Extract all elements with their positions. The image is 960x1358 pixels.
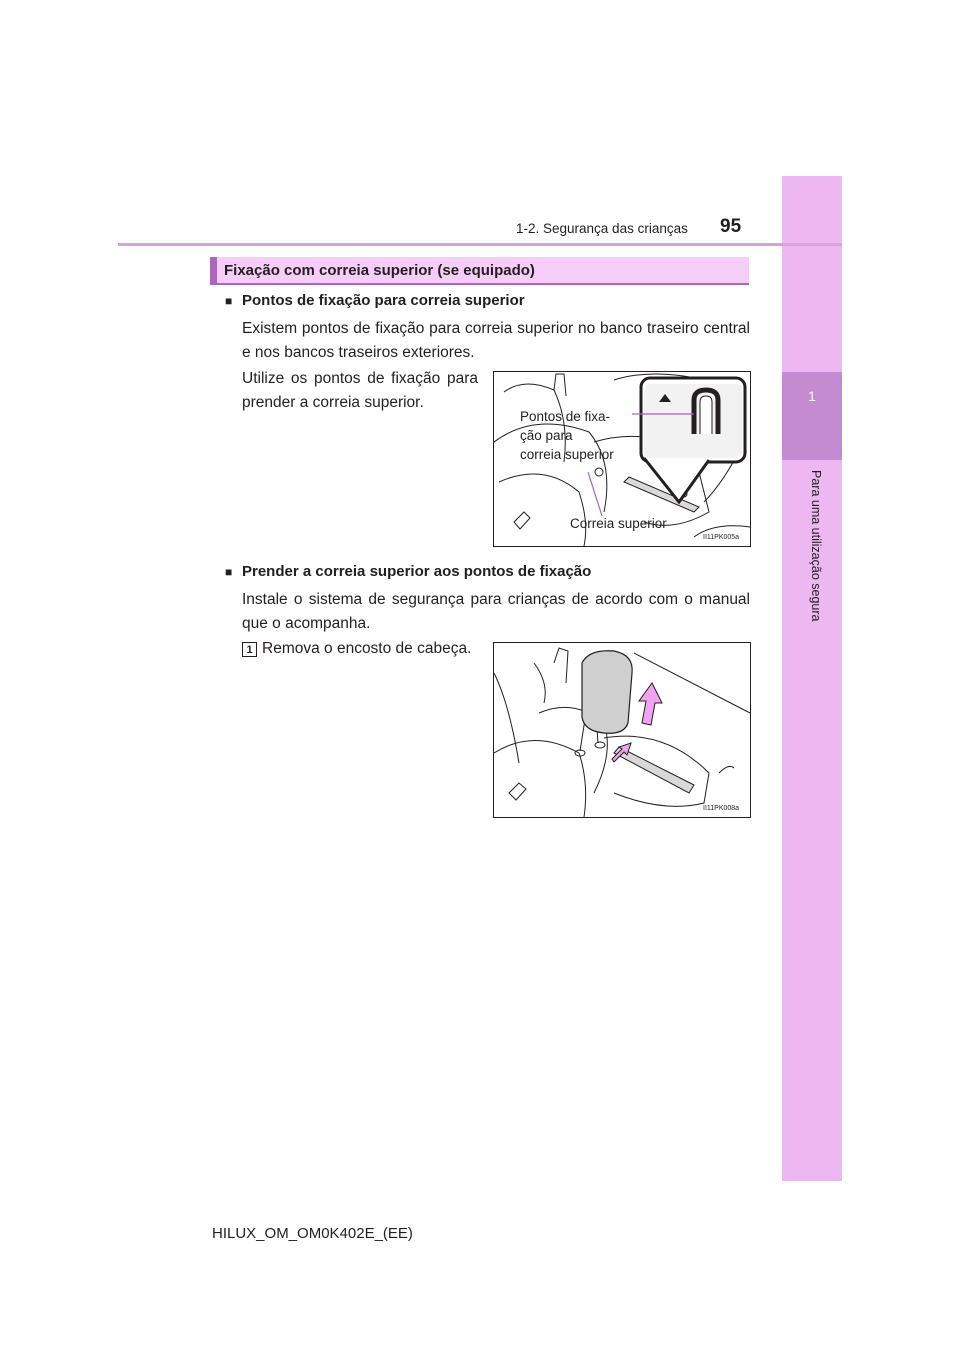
header-section-title: 1-2. Segurança das crianças: [516, 221, 688, 236]
chapter-title: Para uma utilização segura: [809, 470, 823, 622]
header-rule: [118, 243, 842, 246]
chapter-sidebar: [782, 176, 842, 1181]
section-title-accent: [210, 257, 217, 283]
callout-anchor-points: [520, 407, 614, 464]
paragraph-install-system: Instale o sistema de segurança para crianças de acordo com o manual que o acompanha.: [242, 591, 750, 632]
step-text-remove-headrest: Remova o encosto de cabeça.: [262, 640, 472, 657]
page-number: 95: [720, 216, 742, 237]
figure-remove-headrest: [493, 642, 751, 818]
step-number-box: 1: [242, 642, 257, 657]
section-title: Fixação com correia superior (se equipado): [224, 262, 535, 279]
headrest-removal-illustration: [494, 643, 750, 817]
paragraph-use-anchor: Utilize os pontos de fixação para prender a correia superior.: [242, 370, 478, 411]
paragraph-anchor-points: Existem pontos de fixação para correia superior no banco traseiro central e nos bancos traseiros exteriores.: [242, 320, 750, 361]
subheading-anchor-points: Pontos de fixação para correia superior: [242, 292, 525, 309]
chapter-tab: [782, 372, 842, 460]
callout-anchor-line-2: ção para: [520, 428, 573, 443]
footer-document-code: HILUX_OM_OM0K402E_(EE): [212, 1225, 413, 1242]
section-title-underline: [210, 283, 749, 285]
bullet-square-icon: ■: [225, 294, 233, 308]
callout-anchor-line-1: Pontos de fixa-: [520, 409, 611, 424]
chapter-number: 1: [808, 388, 816, 404]
figure-code-2: II11PK008a: [703, 805, 740, 812]
figure-code-1: II11PK005a: [703, 534, 740, 541]
bullet-square-icon: ■: [225, 565, 233, 579]
callout-top-strap: Correia superior: [570, 516, 667, 531]
subheading-attach-strap: Prender a correia superior aos pontos de fixação: [242, 563, 592, 580]
callout-anchor-line-3: correia superior: [520, 447, 614, 462]
